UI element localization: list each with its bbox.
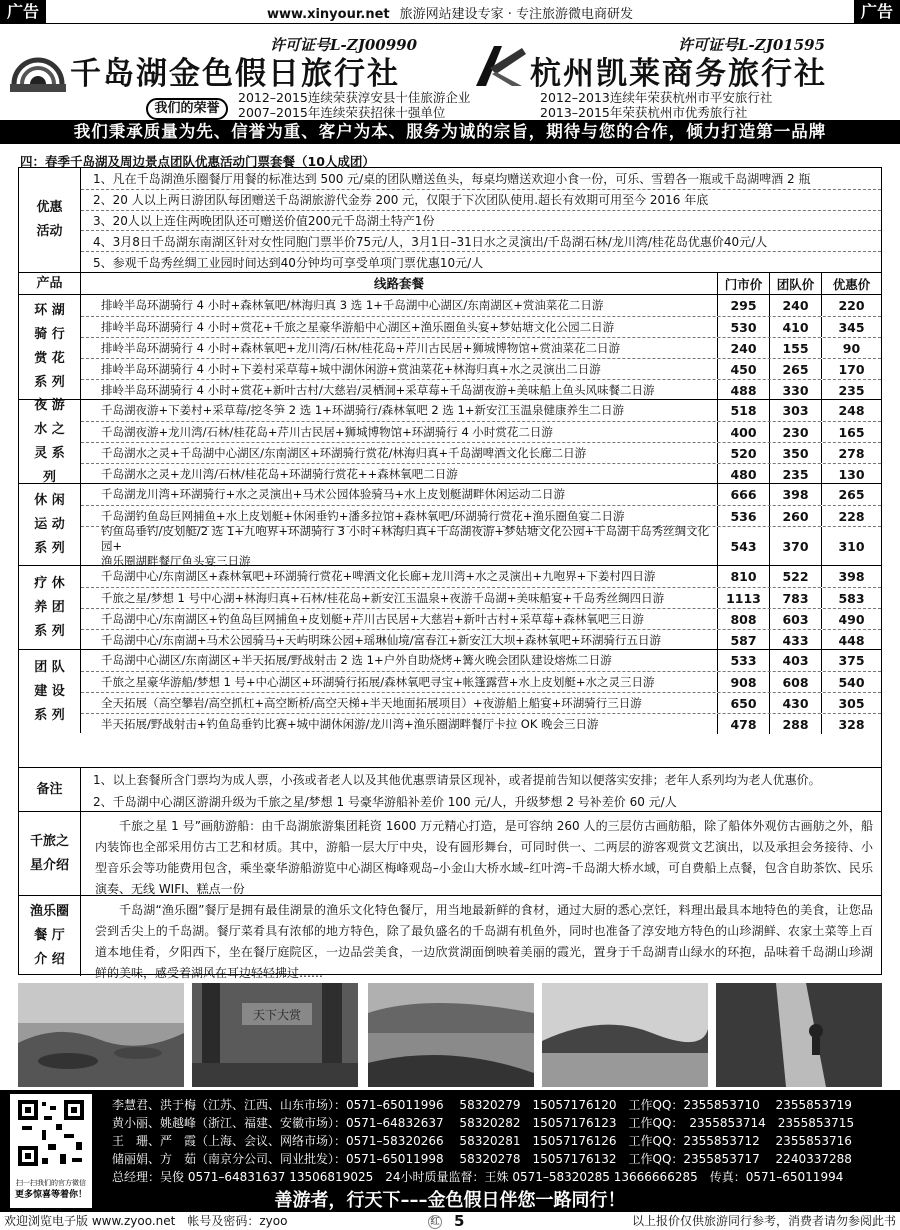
promo-item	[81, 168, 881, 189]
kailai-logo-icon	[472, 42, 528, 90]
group-label	[19, 566, 81, 649]
table-header-row	[19, 272, 881, 294]
package-row	[81, 629, 881, 650]
group-label	[19, 295, 81, 399]
door-price: 295	[717, 295, 769, 316]
group-label	[19, 650, 81, 733]
route-name: 千岛湖钓鱼岛巨网捕鱼+水上皮划艇+休闲垂钓+潘多拉馆+森林氧吧/环湖骑行赏花+渔乐圈鱼宴二日游	[101, 508, 625, 523]
promo-price: 165	[821, 422, 881, 442]
promo-section	[19, 168, 881, 272]
promo-label-text: 优惠 活动	[36, 200, 63, 239]
package-group	[19, 294, 881, 399]
header	[0, 24, 900, 120]
promo-item-text: 5、参观千岛秀丝绸工业园时间达到40分钟均可享受单项门票优惠10元/人	[93, 255, 484, 270]
route-name: 千岛湖夜游+龙川湾/石林/桂花岛+芹川古民居+狮城博物馆+环湖骑行 4 小时赏花二日游	[101, 424, 553, 439]
package-row	[81, 526, 881, 566]
group-price: 398	[769, 484, 821, 505]
promo-item-text: 1、凡在千岛湖渔乐圈餐厅用餐的标准达到 500 元/桌的团队赠送鱼头，每桌均赠送欢迎小食一份，可乐、雪碧各一瓶或千岛湖啤酒 2 瓶	[93, 171, 811, 186]
promo-price: 220	[821, 295, 881, 316]
top-ad-bar	[0, 0, 900, 24]
island-pagoda-photo	[542, 983, 708, 1087]
package-row	[81, 316, 881, 337]
door-price: 1113	[717, 588, 769, 608]
route-name: 千岛湖水之灵+龙川湾/石林/桂花岛+环湖骑行赏花++森林氧吧二日游	[101, 466, 458, 481]
group-price: 783	[769, 588, 821, 608]
package-table	[18, 167, 882, 980]
door-price: 650	[717, 693, 769, 713]
door-price: 520	[717, 443, 769, 463]
door-price: 240	[717, 338, 769, 358]
package-row	[81, 379, 881, 400]
package-row	[81, 650, 881, 671]
header-group-price: 团队价	[769, 273, 821, 294]
promo-price: 583	[821, 588, 881, 608]
top-center	[80, 3, 820, 22]
page-circle-icon: 红	[428, 1215, 442, 1229]
route-name: 千岛湖夜游+下姜村+采草莓/挖冬笋 2 选 1+环湖骑行/森林氧吧 2 选 1+新安江玉温泉健康养生二日游	[101, 403, 624, 417]
group-price: 608	[769, 672, 821, 692]
route-name: 千岛湖水之灵+千岛湖中心湖区/东南湖区+环湖骑行赏花/林海归真+千岛湖啤酒文化长廊二日游	[101, 445, 587, 460]
company-name-2: 杭州凯莱商务旅行社	[530, 56, 827, 92]
door-price: 666	[717, 484, 769, 505]
package-row	[81, 671, 881, 692]
ship-intro-label-text: 千旅之 星介绍	[29, 833, 69, 873]
group-price: 155	[769, 338, 821, 358]
package-row	[81, 692, 881, 713]
ship-intro-text	[81, 812, 881, 895]
group-price: 265	[769, 359, 821, 379]
route-name: 千岛湖中心湖区/东南湖区+半天拓展/野战射击 2 选 1+户外自助烧烤+篝火晚会团队建设熔炼二日游	[101, 653, 612, 667]
package-row	[81, 608, 881, 629]
promo-price: 248	[821, 400, 881, 421]
promo-price: 310	[821, 527, 881, 566]
group-label	[19, 397, 81, 485]
package-group	[19, 483, 881, 568]
group-price: 240	[769, 295, 821, 316]
promo-price: 448	[821, 630, 881, 650]
restaurant-intro-label-text: 渔乐圈 餐 厅 介 绍	[29, 904, 69, 967]
promo-label	[19, 168, 81, 272]
group-price: 230	[769, 422, 821, 442]
package-group	[19, 399, 881, 483]
note-text: 1、以上套餐所含门票均为成人票，小孩或者老人以及其他优惠票请景区现补，或者提前告知以便落实安排；老年人系列均为老人优惠价。	[93, 772, 821, 787]
ad-label-left: 广告	[0, 0, 46, 24]
group-price: 330	[769, 380, 821, 400]
contact-line: 王 珊、严 霞（上海、会议、网络市场）：0571–58320266 58320281 15057176126 工作QQ：2355853712 2355853716	[112, 1134, 852, 1148]
promo-price: 490	[821, 609, 881, 629]
door-price: 530	[717, 317, 769, 337]
package-row	[81, 463, 881, 484]
group-label-text: 夜 游 水 之 灵 系 列	[34, 397, 65, 485]
promo-price: 265	[821, 484, 881, 505]
mission-slogan: 我们秉承质量为先、信誉为重、客户为本、服务为诚的宗旨，期待与您的合作，倾力打造第一品牌	[0, 120, 900, 144]
promo-item-text: 4、3月8日千岛湖东南湖区针对女性同胞门票半价75元/人，3月1日–31日水之灵演出/千岛湖石林/龙川湾/桂花岛优惠价40元/人	[93, 234, 768, 249]
honor-badge: 我们的荣誉	[146, 98, 228, 120]
page-number-text: 5	[454, 1212, 465, 1230]
route-name: 千岛湖中心/东南湖区+森林氧吧+环湖骑行赏花+啤酒文化长廊+龙川湾+水之灵演出+九咆界+下姜村四日游	[101, 569, 656, 583]
restaurant-intro-label	[19, 896, 81, 976]
promo-price: 278	[821, 443, 881, 463]
package-row	[81, 337, 881, 358]
company-name-1: 千岛湖金色假日旅行社	[70, 56, 400, 92]
route-name: 排岭半岛环湖骑行 4 小时+下姜村采草莓+城中湖休闲游+赏油菜花+林海归真+水之灵演出二日游	[101, 361, 601, 376]
route-name: 千岛湖中心/东南湖区+钓鱼岛巨网捕鱼+皮划艇+芹川古民居+大慈岩+新叶古村+采草莓+森林氧吧三日游	[101, 611, 644, 626]
package-row	[81, 421, 881, 442]
group-price: 403	[769, 650, 821, 671]
group-label	[19, 484, 81, 565]
package-row	[81, 295, 881, 316]
promo-price: 90	[821, 338, 881, 358]
package-group	[19, 565, 881, 649]
promo-price: 328	[821, 714, 881, 734]
forest-gate-photo	[192, 983, 358, 1087]
section-title: 四：春季千岛湖及周边景点团队优惠活动门票套餐（10人成团）	[20, 154, 375, 169]
footer-slogan: 善游者，行天下–––金色假日伴您一路同行！	[274, 1190, 626, 1211]
door-price: 480	[717, 464, 769, 484]
promo-price: 398	[821, 566, 881, 587]
door-price: 810	[717, 566, 769, 587]
restaurant-intro-text	[81, 896, 881, 980]
group-price: 410	[769, 317, 821, 337]
route-name: 排岭半岛环湖骑行 4 小时+森林氧吧+龙川湾/石林/桂花岛+芹川古民居+狮城博物馆+赏油菜花二日游	[101, 340, 621, 355]
group-price: 350	[769, 443, 821, 463]
group-price: 433	[769, 630, 821, 650]
route-name: 千岛湖龙川湾+环湖骑行+水之灵演出+马术公园体验骑马+水上皮划艇湖畔休闲运动二日游	[101, 487, 566, 501]
group-price: 288	[769, 714, 821, 734]
promo-price: 345	[821, 317, 881, 337]
waterfall-climbing-photo	[716, 983, 882, 1087]
contact-line: 李慧君、洪于梅（江苏、江西、山东市场）：0571–65011996 58320279 15057176120 工作QQ：2355853710 2355853719	[112, 1098, 852, 1112]
group-price: 430	[769, 693, 821, 713]
promo-price: 235	[821, 380, 881, 400]
package-row	[81, 713, 881, 734]
contact-line: 储丽娟、方 茹（南京分公司、同业批发）：0571–65011998 58320278 15057176132 工作QQ：2355853717 2240337288	[112, 1152, 852, 1166]
promo-price: 228	[821, 506, 881, 526]
header-cells	[81, 273, 881, 294]
promo-item	[81, 251, 881, 272]
route-name: 全天拓展（高空攀岩/高空抓杠+高空断桥/高空天梯+半天地面拓展项目）+夜游船上船宴+环湖骑行三日游	[101, 695, 642, 710]
honor-line: 2012–2015连续荣获淳安县十佳旅游企业	[238, 90, 471, 105]
license-number-1: 许可证号L-ZJ00990	[270, 36, 418, 54]
promo-item	[81, 230, 881, 251]
route-name: 千旅之星/梦想 1 号中心湖+林海归真+石林/桂花岛+新安江玉温泉+夜游千岛湖+美味船宴+千岛秀丝绸四日游	[101, 590, 665, 605]
ship-intro-label	[19, 812, 81, 895]
package-row	[81, 484, 881, 505]
route-name: 千旅之星豪华游船/梦想 1 号+中心湖区+环湖骑行拓展/森林氧吧寻宝+帐篷露营+水上皮划艇+水之灵三日游	[101, 674, 655, 689]
door-price: 808	[717, 609, 769, 629]
qr-caption: 扫一扫我们的官方微信	[16, 1179, 86, 1187]
door-price: 587	[717, 630, 769, 650]
license-number-2: 许可证号L-ZJ01595	[678, 36, 826, 54]
lake-islands-photo	[18, 983, 184, 1087]
honor-line: 2012–2013连续年荣获杭州市平安旅行社	[540, 90, 773, 105]
photo-strip	[18, 983, 882, 1087]
site-url[interactable]: www.xinyour.net	[266, 7, 390, 22]
honor-line: 2013–2015年荣获杭州市优秀旅行社	[540, 105, 748, 120]
package-group	[19, 649, 881, 733]
bottom-bar	[0, 1212, 900, 1230]
header-promo-price: 优惠价	[821, 273, 881, 294]
disclaimer: 以上报价仅供旅游同行参考，消费者请勿参阅此书	[631, 1214, 896, 1228]
contact-footer	[0, 1090, 900, 1212]
photo-sign-text: 天下大赏	[252, 1008, 302, 1022]
group-price: 522	[769, 566, 821, 587]
header-product: 产品	[19, 273, 81, 294]
group-label-text: 团 队 建 设 系 列	[34, 659, 65, 723]
door-price: 450	[717, 359, 769, 379]
contact-line: 总经理：吴俊 0571–64831637 13506819025 24小时质量监督：王姝 0571–58320285 13666666285 传真：0571–65011994	[112, 1170, 844, 1184]
lake-view-photo	[368, 983, 534, 1087]
honor-line: 2007–2015年连续荣获招徕十强单位	[238, 105, 446, 120]
promo-item	[81, 189, 881, 210]
package-row	[81, 505, 881, 526]
door-price: 488	[717, 380, 769, 400]
note-item	[81, 790, 881, 812]
promo-price: 540	[821, 672, 881, 692]
door-price: 543	[717, 527, 769, 566]
group-price: 370	[769, 527, 821, 566]
promo-price: 375	[821, 650, 881, 671]
door-price: 478	[717, 714, 769, 734]
package-row	[81, 358, 881, 379]
contact-line: 黄小丽、姚越峰（浙江、福建、安徽市场）：0571–64832637 58320282 15057176123 工作QQ： 2355853714 2355853715	[112, 1116, 855, 1130]
package-row	[81, 566, 881, 587]
site-tagline: 旅游网站建设专家 · 专注旅游微电商研发	[399, 7, 634, 22]
door-price: 400	[717, 422, 769, 442]
route-name: 半天拓展/野战射击+钓鱼岛垂钓比赛+城中湖休闲游/龙川湾+渔乐圈湖畔餐厅卡拉 OK 晚会三日游	[101, 716, 599, 731]
qr-caption-2: 更多惊喜等着你！	[14, 1190, 87, 1200]
door-price: 908	[717, 672, 769, 692]
door-price: 533	[717, 650, 769, 671]
promo-price: 170	[821, 359, 881, 379]
ship-intro-section	[19, 811, 881, 895]
promo-item-text: 2、20 人以上两日游团队每团赠送千岛湖旅游代金券 200 元，仅限于下次团队使用.超长有效期可用至今 2016 年底	[93, 193, 709, 208]
promo-price: 130	[821, 464, 881, 484]
route-name: 排岭半岛环湖骑行 4 小时+赏花+千旅之星豪华游船中心湖区+渔乐圈鱼头宴+梦姑塘文化公园二日游	[101, 319, 615, 334]
route-name: 排岭半岛环湖骑行 4 小时+森林氧吧/林海归真 3 选 1+千岛湖中心湖区/东南湖区+赏油菜花二日游	[101, 298, 604, 312]
ebook-link[interactable]: 欢迎浏览电子版 www.zyoo.net 帐号及密码：zyoo	[4, 1214, 288, 1228]
group-label-text: 疗 休 养 团 系 列	[34, 575, 65, 639]
qr-code-icon	[10, 1094, 92, 1174]
promo-item-text: 3、20人以上连住两晚团队还可赠送价值200元千岛湖土特产1份	[93, 213, 435, 228]
group-price: 303	[769, 400, 821, 421]
route-name: 钓鱼岛垂钓/皮划艇/2 选 1+九咆界+环湖骑行 3 小时+林海归真+千岛湖夜游+梦姑塘文化公园+千岛湖千岛秀丝绸文化园+ 渔乐圈湖畔餐厅鱼头宴三日游	[101, 524, 710, 568]
door-price: 518	[717, 400, 769, 421]
note-text: 2、千岛湖中心湖区游湖升级为千旅之星/梦想 1 号豪华游船补差价 100 元/人，升级梦想 2 号补差价 60 元/人	[93, 794, 677, 809]
package-row	[81, 442, 881, 463]
header-door-price: 门市价	[717, 273, 769, 294]
header-route: 线路套餐	[373, 276, 424, 291]
restaurant-intro-body: 千岛湖“渔乐圈”餐厅是拥有最佳湖景的渔乐文化特色餐厅，用当地最新鲜的食材，通过大厨的悉心烹饪，料理出最具本地特色的美食，让您品尝到舌尖上的千岛湖。餐厅菜肴具有浓郁的地方特色，除了最负盛名的千岛湖有机鱼外，同时也准备了淳安地方特色的山珍湖鲜、农家土菜等上百道本地佳肴，夕阳西下，坐在餐厅庭院区，一边品尝美食，一边欣赏湖面倒映着美丽的霞光，置身于千岛湖青山绿水的环抱，品味着千岛湖山珍湖鲜的美味，感受着湖风在耳边轻轻拂过……	[95, 903, 873, 980]
page-number	[428, 1212, 464, 1230]
group-price: 603	[769, 609, 821, 629]
group-label-text: 休 闲 运 动 系 列	[34, 492, 65, 556]
group-price: 260	[769, 506, 821, 526]
ad-label-right: 广告	[854, 0, 900, 24]
door-price: 536	[717, 506, 769, 526]
promo-price: 305	[821, 693, 881, 713]
package-row	[81, 400, 881, 421]
promo-item	[81, 210, 881, 231]
route-name: 千岛湖中心/东南湖+马术公园骑马+天屿明珠公园+瑶琳仙境/富春江+新安江大坝+森林氧吧+环湖骑行五日游	[101, 632, 662, 647]
group-label-text: 环 湖 骑 行 赏 花 系 列	[34, 303, 65, 390]
ship-intro-body: 千旅之星 1 号”画舫游船：由千岛湖旅游集团耗资 1600 万元精心打造，是可容纳 260 人的三层仿古画舫船，除了船体外观仿古画舫之外，船内装饰也全部采用仿古工艺和材质。其中，游船一层大厅中央，设有圆形舞台，可同时供一、二两层的游客观赏文艺演出，以及承担会务接待、小型音乐会等功能费用包含，乘坐豪华游船游览中心湖区梅峰观岛–小金山大桥水域–红叶湾–千岛湖大桥水域，可自费船上点餐，包含自助茶饮、民乐演奏、无线 WIFI、糕点一份	[95, 819, 873, 896]
notes-section	[19, 767, 881, 811]
restaurant-intro-section	[19, 895, 881, 980]
notes-label: 备注	[19, 768, 81, 811]
route-name: 排岭半岛环湖骑行 4 小时+赏花+新叶古村/大慈岩/灵栖洞+采草莓+千岛湖夜游+美味船上鱼头风味餐二日游	[101, 382, 655, 397]
package-row	[81, 587, 881, 608]
group-price: 235	[769, 464, 821, 484]
sunrise-logo-icon	[10, 44, 66, 92]
note-item	[81, 768, 881, 790]
